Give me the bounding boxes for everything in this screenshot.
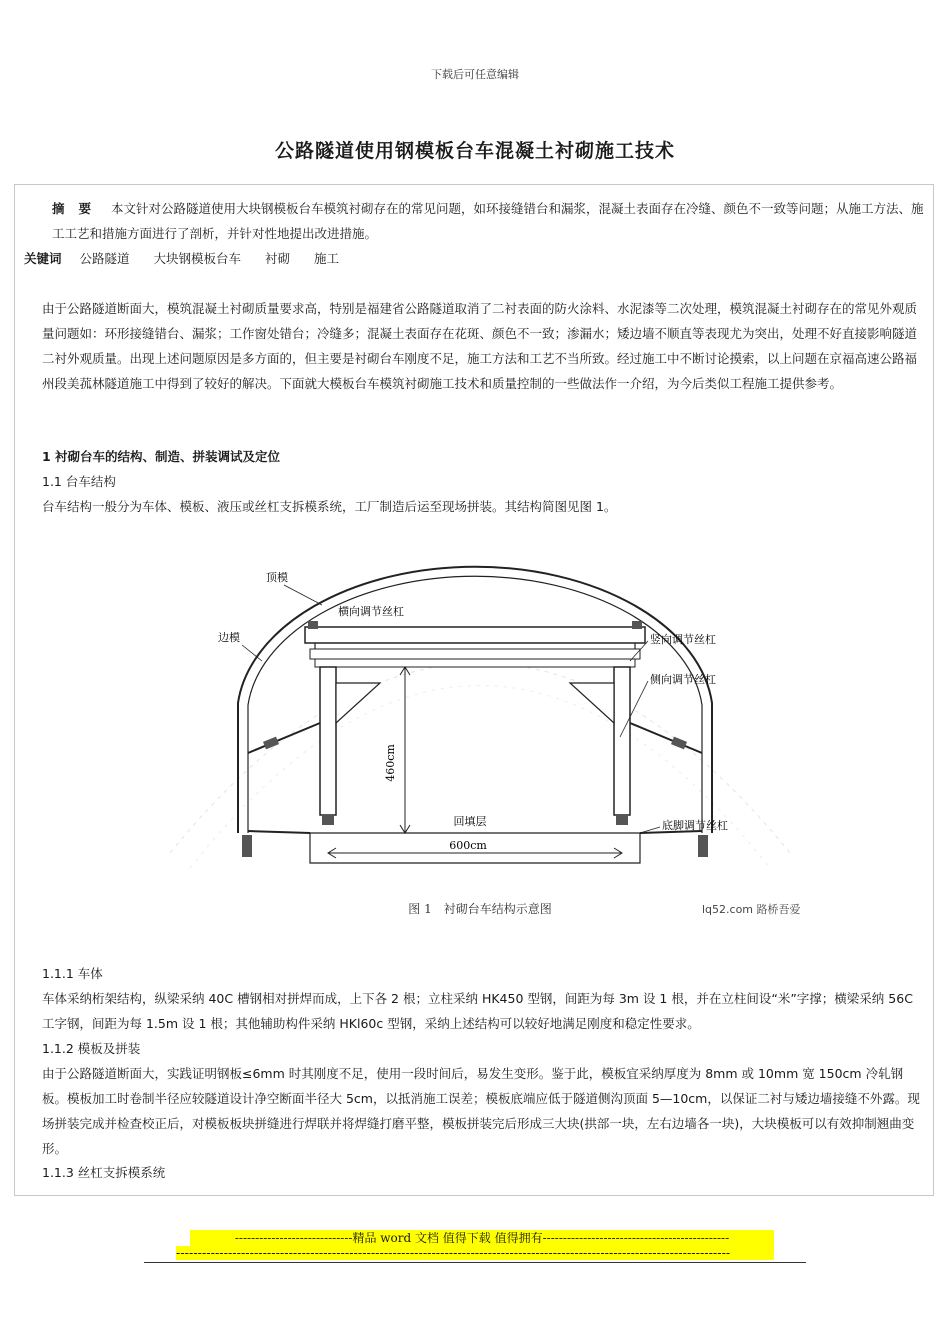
section-1-1-2-heading: 1.1.2 模板及拼装 xyxy=(42,1041,141,1056)
abstract xyxy=(52,196,924,246)
top-mold-label: 顶模 xyxy=(266,571,288,584)
intro-paragraph: 由于公路隧道断面大，模筑混凝土衬砌质量要求高，特别是福建省公路隧道取消了二衬表面的防火涂料、水泥漆等二次处理，模筑混凝土衬砌存在的常见外观质量问题如：环形接缝错台、漏浆；工作窗处错台；冷缝多；混凝土表面存在花斑、颜色不一致；渗漏水；矮边墙不顺直等表现尤为突出，处理不好直接影响隧道二衬外观质量。出现上述问题原因是多方面的，但主要是衬砌台车刚度不足，施工方法和工艺不当所致。经过施工中不断讨论摸索，以上问题在京福高速公路福州段美菰林隧道施工中得到了较好的解决。下面就大模板台车模筑衬砌施工技术和质量控制的一些做法作一介绍，为今后类似工程施工提供参考。 xyxy=(42,301,918,391)
side-mold-label: 边模 xyxy=(218,631,240,644)
footer-line-1: -----------------------------精品 word 文档 值得下载 值得拥有---------------------------------------------- xyxy=(190,1230,774,1246)
figure-watermark: lq52.com 路桥吾爱 xyxy=(702,903,801,916)
keywords xyxy=(24,246,924,271)
side-screw-label: 侧向调节丝杠 xyxy=(650,673,716,686)
footer-banner xyxy=(176,1230,774,1260)
document-title: 公路隧道使用钢模板台车混凝土衬砌施工技术 xyxy=(274,140,675,162)
keyword: 衬砌 xyxy=(265,251,291,266)
abstract-text: 本文针对公路隧道使用大块钢模板台车模筑衬砌存在的常见问题，如环接缝错台和漏浆，混凝土表面存在冷缝、颜色不一致等问题；从施工方法、施工工艺和措施方面进行了剖析，并针对性地提出改进措施。 xyxy=(52,201,924,241)
width-label: 600cm xyxy=(449,839,487,852)
height-label: 460cm xyxy=(384,744,397,782)
base-screw-label: 底脚调节丝杠 xyxy=(662,819,728,832)
top-platform xyxy=(305,627,645,643)
section-1-1-text: 台车结构一般分为车体、模板、液压或丝杠支拆模系统，工厂制造后运至现场拼装。其结构简图见图 1。 xyxy=(42,499,617,514)
header-note: 下载后可任意编辑 xyxy=(431,68,519,81)
keywords-label: 关键词 xyxy=(24,251,62,266)
section-1-1-3-heading: 1.1.3 丝杠支拆模系统 xyxy=(42,1165,166,1180)
section-1-1-1-text: 车体采纳桁架结构，纵梁采纳 40C 槽钢相对拼焊而成，上下各 2 根；立柱采纳 HK450 型钢，间距为每 3m 设 1 根，并在立柱间设“米”字撑；横梁采纳 56C 工字钢，间距为每 1.5m 设 1 根；其他辅助构件采纳 HKl60c 型钢，采纳上述结构可以较好地满足刚度和稳定性要求。 xyxy=(42,991,913,1031)
backfill-label: 回填层 xyxy=(453,815,487,828)
section-1-heading: 1 衬砌台车的结构、制造、拼装调试及定位 xyxy=(42,449,281,464)
lateral-screw-label: 横向调节丝杠 xyxy=(338,605,404,618)
arch-inner xyxy=(248,576,702,833)
keyword: 施工 xyxy=(314,251,340,266)
footer-line-2: -------------------------------------------------------------------------------------------------------------------------------- xyxy=(176,1246,774,1260)
section-1-1-heading: 1.1 台车结构 xyxy=(42,474,116,489)
keyword: 大块钢模板台车 xyxy=(153,251,242,266)
vertical-screw-label: 竖向调节丝杠 xyxy=(650,633,716,646)
section-1-1-1-heading: 1.1.1 车体 xyxy=(42,966,103,981)
abstract-label: 摘要 xyxy=(52,201,106,216)
figure-1-diagram xyxy=(150,533,810,925)
section-1-1-2-text: 由于公路隧道断面大，实践证明钢板≤6mm 时其刚度不足，使用一段时间后，易发生变形。鉴于此，模板宜采纳厚度为 8mm 或 10mm 宽 150cm 冷轧钢板。模板加工时卷制半径应较隧道设计净空断面半径大 5cm，以抵消施工误差；模板底端应低于隧道侧沟顶面 5—10cm，以保证二衬与矮边墙接缝不外露。现场拼装完成并检查校正后，对模板板块拼缝进行焊联并将焊缝打磨平整，模板拼装完后形成三大块(拱部一块，左右边墙各一块)，大块模板可以有效抑制翘曲变形。 xyxy=(42,1066,920,1156)
keyword: 公路隧道 xyxy=(79,251,130,266)
footer-rule xyxy=(144,1262,806,1263)
left-column xyxy=(320,667,336,815)
arch-outer xyxy=(238,567,712,833)
figure-caption: 图 1 衬砌台车结构示意图 xyxy=(408,902,552,916)
right-column xyxy=(614,667,630,815)
